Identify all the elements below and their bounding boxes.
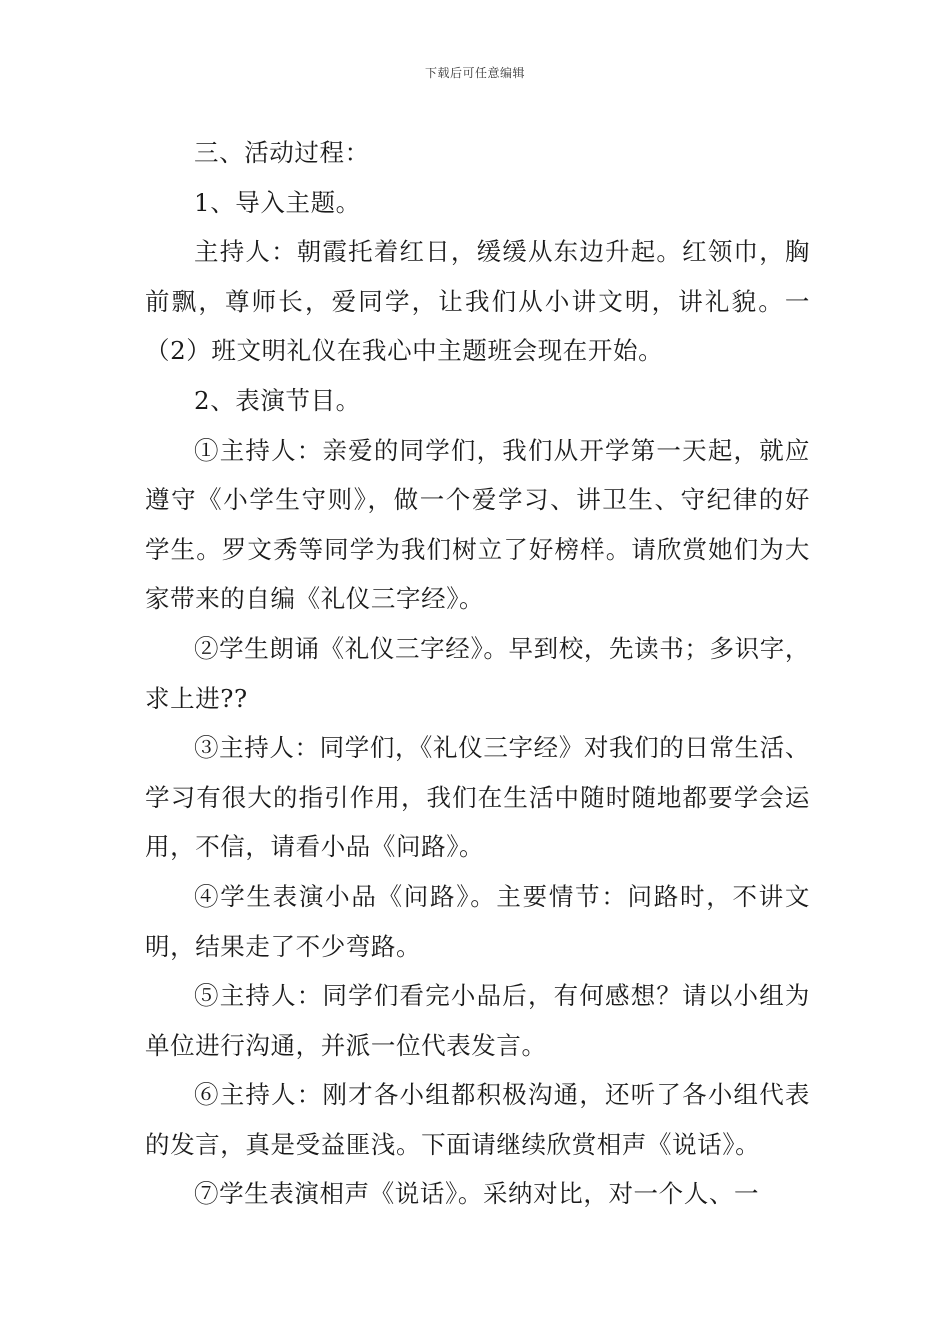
paragraph: ③主持人：同学们，《礼仪三字经》对我们的日常生活、学习有很大的指引作用，我们在生活中随时随地都要学会运用，不信，请看小品《问路》。 — [145, 733, 810, 862]
page-header: 下载后可任意编辑 — [424, 66, 525, 80]
step-heading: 2、表演节目。 — [194, 385, 361, 415]
section-heading: 三、活动过程： — [194, 138, 370, 167]
paragraph: ②学生朗诵《礼仪三字经》。早到校，先读书；多识字，求上进?? — [145, 633, 810, 713]
paragraph: 主持人：朝霞托着红日，缓缓从东边升起。红领巾，胸前飘，尊师长，爱同学，让我们从小讲文明，讲礼貌。一（2）班文明礼仪在我心中主题班会现在开始。 — [145, 237, 810, 366]
paragraph: ⑥主持人：刚才各小组都积极沟通，还听了各小组代表的发言，真是受益匪浅。下面请继续欣赏相声《说话》。 — [145, 1080, 810, 1159]
paragraph: ①主持人：亲爱的同学们，我们从开学第一天起，就应遵守《小学生守则》，做一个爱学习、讲卫生、守纪律的好学生。罗文秀等同学为我们树立了好榜样。请欣赏她们为大家带来的自编《礼仪三字经》。 — [145, 435, 810, 614]
paragraph: ⑤主持人：同学们看完小品后，有何感想？请以小组为单位进行沟通，并派一位代表发言。 — [145, 981, 810, 1060]
paragraph: ⑦学生表演相声《说话》。采纳对比，对一个人、一 — [194, 1179, 760, 1209]
paragraph: ④学生表演小品《问路》。主要情节：问路时，不讲文明，结果走了不少弯路。 — [145, 881, 810, 961]
document-body — [145, 128, 810, 1219]
step-heading: 1、导入主题。 — [194, 187, 361, 217]
